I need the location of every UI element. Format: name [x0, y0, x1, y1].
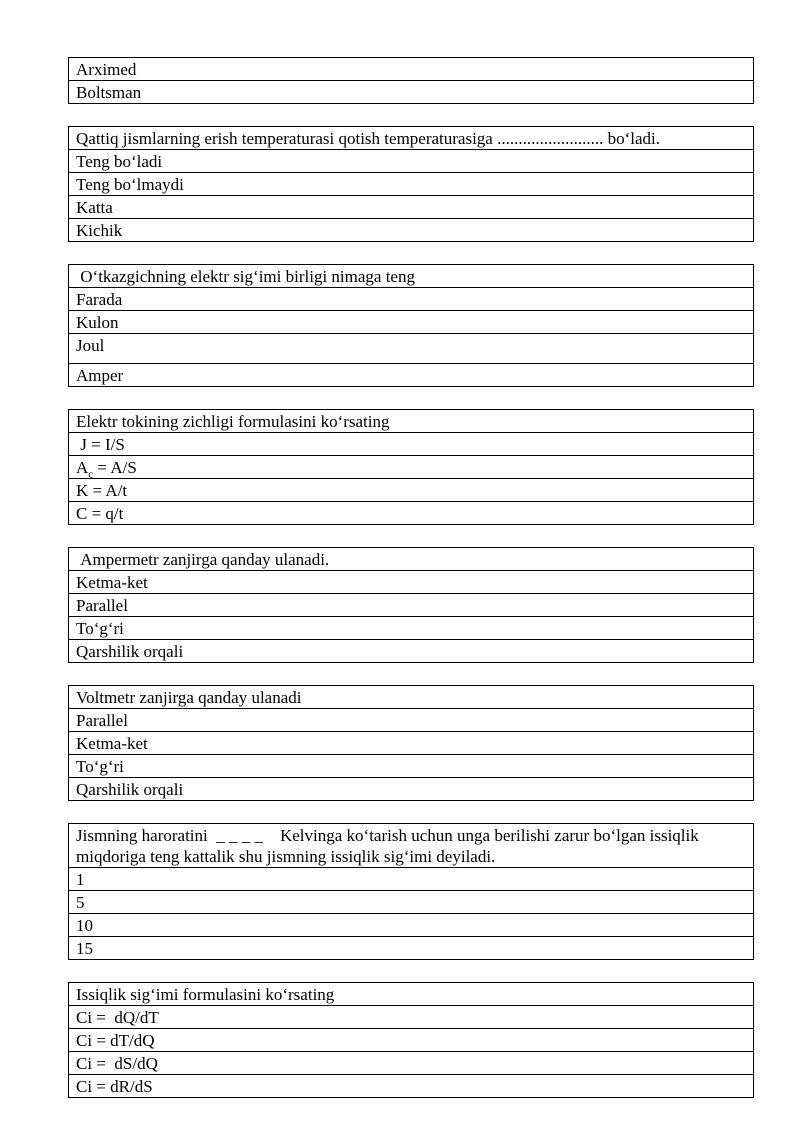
answer-option: To‘g‘ri [69, 755, 754, 778]
answer-option: 15 [69, 937, 754, 960]
answer-option: Joul [69, 334, 754, 364]
question-text: Jismning haroratini _ _ _ _ Kelvinga ko‘tarish uchun unga berilishi zarur bo‘lgan issiqlik miqdoriga teng kattalik shu jismning issiqlik sig‘imi deyiladi. [69, 824, 754, 868]
answer-option: Qarshilik orqali [69, 778, 754, 801]
answer-option: Parallel [69, 594, 754, 617]
answer-subscript: c [88, 468, 94, 481]
answer-option: 1 [69, 868, 754, 891]
answer-option: Ci = dR/dS [69, 1075, 754, 1098]
answer-option [69, 456, 754, 479]
answer-formula: = A/S [93, 458, 137, 477]
answer-option: Kulon [69, 311, 754, 334]
answer-option: To‘g‘ri [69, 617, 754, 640]
answer-option: Ketma-ket [69, 732, 754, 755]
answer-option: 10 [69, 914, 754, 937]
answer-symbol: A [76, 458, 89, 477]
answer-option: Parallel [69, 709, 754, 732]
answer-option: Kichik [69, 219, 754, 242]
question-block-3 [68, 409, 754, 525]
question-text: Qattiq jismlarning erish temperaturasi qotish temperaturasiga ......................... bo‘ladi. [69, 127, 754, 150]
answer-option: J = I/S [69, 433, 754, 456]
answer-option: K = A/t [69, 479, 754, 502]
answer-option: Farada [69, 288, 754, 311]
answer-option: Arximed [69, 58, 754, 81]
answer-option: C = q/t [69, 502, 754, 525]
answer-option: Katta [69, 196, 754, 219]
question-block-1 [68, 126, 754, 242]
question-block-2 [68, 264, 754, 387]
question-text: O‘tkazgichning elektr sig‘imi birligi nimaga teng [69, 265, 754, 288]
question-block-5 [68, 685, 754, 801]
question-text: Ampermetr zanjirga qanday ulanadi. [69, 548, 754, 571]
answer-option: 5 [69, 891, 754, 914]
question-text: Elektr tokining zichligi formulasini ko‘rsating [69, 410, 754, 433]
answer-option: Qarshilik orqali [69, 640, 754, 663]
question-block-4 [68, 547, 754, 663]
answer-option: Ketma-ket [69, 571, 754, 594]
answer-option: Teng bo‘lmaydi [69, 173, 754, 196]
document-page [68, 57, 754, 1120]
answer-option: Boltsman [69, 81, 754, 104]
question-block-7 [68, 982, 754, 1098]
answer-option: Teng bo‘ladi [69, 150, 754, 173]
answer-option: Amper [69, 364, 754, 387]
question-text: Voltmetr zanjirga qanday ulanadi [69, 686, 754, 709]
question-text: Issiqlik sig‘imi formulasini ko‘rsating [69, 983, 754, 1006]
question-block-6 [68, 823, 754, 960]
answer-option: Ci = dQ/dT [69, 1006, 754, 1029]
answer-option: Ci = dS/dQ [69, 1052, 754, 1075]
answer-option: Ci = dT/dQ [69, 1029, 754, 1052]
question-block-0 [68, 57, 754, 104]
